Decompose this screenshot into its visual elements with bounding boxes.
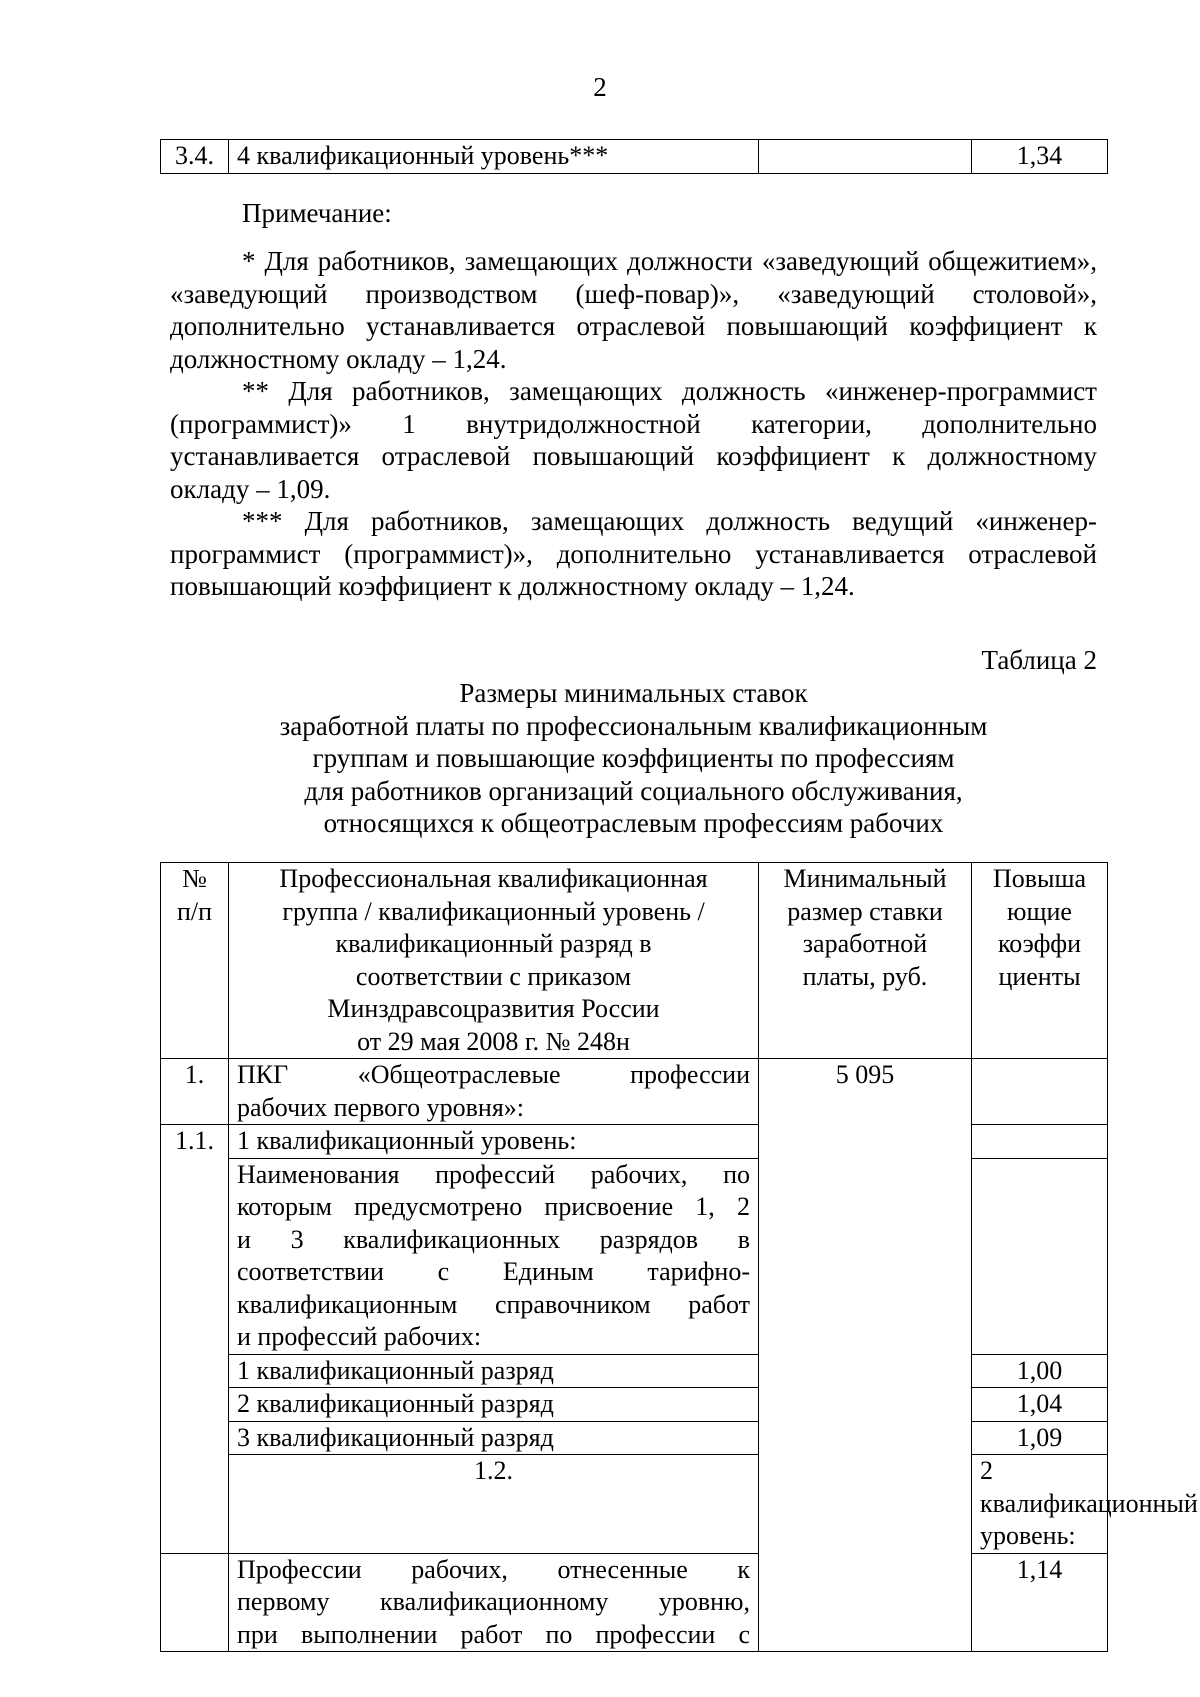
notes-list — [170, 245, 1097, 603]
top-table — [160, 139, 1108, 174]
row-number — [161, 1553, 229, 1652]
row-coefficient — [972, 1158, 1108, 1354]
table-header-row — [161, 863, 1108, 1059]
row-description: Наименования профессий рабочих, по которым предусмотрено присвоение 1, 2 и 3 квалификационных разрядов в соответствии с Единым тарифно- квалификационным справочником работ и профессий рабочих: — [229, 1158, 759, 1354]
row-number: 3.4. — [161, 140, 229, 174]
table-row — [161, 1059, 1108, 1125]
row-coefficient: 1,00 — [972, 1354, 1108, 1388]
table-title-line: Размеры минимальных ставок — [459, 678, 808, 708]
row-coefficient: 1,14 — [972, 1553, 1108, 1652]
row-name: 1 квалификационный разряд — [229, 1354, 759, 1388]
row-coefficient — [972, 1059, 1108, 1125]
row-coefficient: 1,34 — [972, 140, 1108, 174]
table-title-line: заработной платы по профессиональным квалификационным — [279, 710, 988, 741]
row-coefficient: 1,04 — [972, 1388, 1108, 1422]
table-label: Таблица 2 — [981, 645, 1097, 675]
row-coefficient — [972, 1125, 1108, 1159]
header-coefficient: Повыша ющие коэффи циенты — [972, 863, 1108, 1059]
row-name: 1 квалификационный уровень: — [229, 1125, 759, 1159]
note-item: *** Для работников, замещающих должность ведущий «инженер-программист (программист)», дополнительно устанавливается отраслевой повышающий коэффициент к должностному окладу – 1,24. — [170, 506, 1097, 601]
row-coefficient: 1,09 — [972, 1421, 1108, 1455]
row-name: 2 квалификационный уровень: — [972, 1455, 1108, 1554]
row-rate — [759, 140, 972, 174]
table-title — [160, 677, 1107, 840]
table-row — [161, 140, 1108, 174]
row-name: ПКГ «Общеотраслевые профессии рабочих первого уровня»: — [229, 1059, 759, 1125]
row-number: 1.2. — [229, 1455, 759, 1554]
notes-title: Примечание: — [242, 198, 392, 228]
row-rate: 5 095 — [759, 1059, 972, 1652]
note-item: ** Для работников, замещающих должность «инженер-программист (программист)» 1 внутридолжностной категории, дополнительно устанавливается отраслевой повышающий коэффициент к должностному окладу – 1,09. — [170, 376, 1097, 504]
note-item: * Для работников, замещающих должности «заведующий общежитием», «заведующий производством (шеф-повар)», «заведующий столовой», дополнительно устанавливается отраслевой повышающий коэффициент к должностному окладу – 1,24. — [170, 246, 1097, 374]
header-rate: Минимальный размер ставки заработной платы, руб. — [759, 863, 972, 1059]
row-number: 1. — [161, 1059, 229, 1125]
row-name: 4 квалификационный уровень*** — [229, 140, 759, 174]
page-number: 2 — [593, 72, 607, 102]
header-number: № п/п — [161, 863, 229, 1059]
row-description: Профессии рабочих, отнесенные к первому квалификационному уровню, при выполнении работ по профессии с — [229, 1553, 759, 1652]
table-title-line: для работников организаций социального обслуживания, — [304, 775, 963, 806]
table-title-line: группам и повышающие коэффициенты по профессиям — [312, 743, 955, 773]
table-title-line: относящихся к общеотраслевым профессиям рабочих — [323, 808, 944, 838]
row-name: 3 квалификационный разряд — [229, 1421, 759, 1455]
header-name: Профессиональная квалификационная группа / квалификационный уровень / квалификационный разряд в соответствии с приказом Минздравсоцразвития России от 29 мая 2008 г. № 248н — [229, 863, 759, 1059]
row-number: 1.1. — [161, 1125, 229, 1554]
rates-table — [160, 862, 1198, 1652]
row-name: 2 квалификационный разряд — [229, 1388, 759, 1422]
